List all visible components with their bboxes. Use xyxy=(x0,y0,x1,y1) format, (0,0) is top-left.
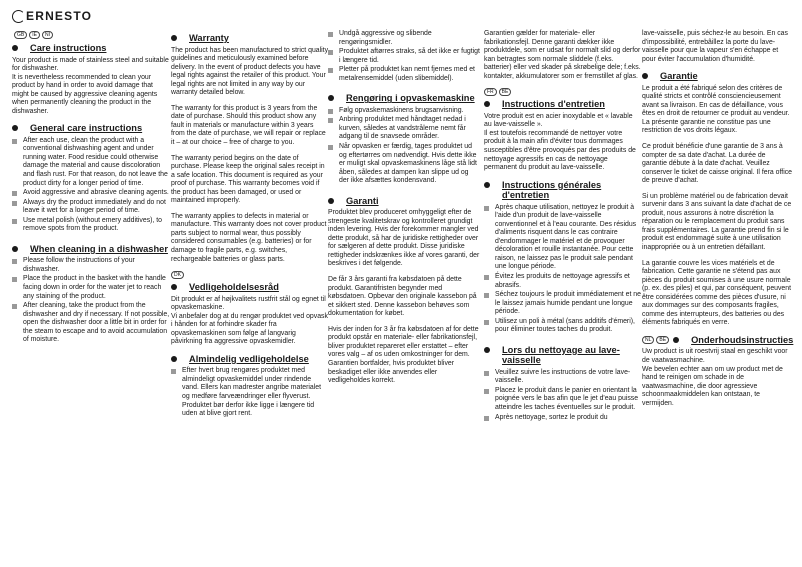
dk-warranty-heading: Garanti xyxy=(328,196,480,207)
list-item: Pletter på produktet kan nemt fjernes med et metalrensemiddel (uden slibemiddel). xyxy=(328,66,480,83)
dk-warranty-text-4: Garantien gælder for materiale- eller fabrikationsfejl. Denne garanti dækker ikke produktdele, som er udsat for normalt slid og derfor kan betragtes som normale sliddele (f.eks. batterier) eller ved skader på skrøbelige dele; f.eks. kontakter, akkumulatorer som er fremstillet af glas. xyxy=(484,30,641,80)
warranty-heading: Warranty xyxy=(171,33,329,44)
dk-warranty-text-3: Hvis der inden for 3 år fra købsdatoen af for dette produkt opstår en materiale- eller fabrikationsfejl, bliver produktet repareret eller erstattet – efter vores valg – af os uden omkostninger for dem. Garantien bortfalder, hvis produktet bliver beskadiget eller ikke anvendes eller vedligeholdes korrekt. xyxy=(328,325,479,385)
column-4 xyxy=(484,30,642,423)
list-item: After cleaning, take the product from the dishwasher and dry if necessary. If not possible, open the dishwasher door a little bit in order for the steam to escape and to avoid accumulation of moisture. xyxy=(12,302,170,345)
country-badges-nl xyxy=(642,336,669,344)
dk-warranty-text-2: De får 3 års garanti fra købsdatoen på dette produkt. Garantifristen begynder med købsdatoen. Opbevar den originale kassebon på et sikkert sted. Denne kassebon behøves som dokumentation for købet. xyxy=(328,276,477,318)
warranty-text-3: The warranty period begins on the date of purchase. Please keep the original sales receipt in a safe location. This document is required as your proof of purchase. This warranty becomes void if the product has been damaged, or used or maintained improperly. xyxy=(171,154,325,205)
list-item: Place the product in the basket with the handle facing down in order for the water jet to reach any staining of the product. xyxy=(12,275,170,301)
fr-care-text: Votre produit est en acier inoxydable et « lavable au lave-vaisselle ». Il est toutefois recommandé de nettoyer votre produit à la main afin d'éviter tous dommages susceptibles d'être provoqués par des produits de nettoyage agressifs en cas de nettoyage permanent du produit au lave-vaisselle. xyxy=(484,112,636,172)
country-badges-dk xyxy=(171,271,329,279)
care-instructions-heading: Care instructions xyxy=(12,43,170,54)
fr-dishwasher-heading: Lors du nettoyage au lave-vaisselle xyxy=(484,345,642,366)
country-badges-top xyxy=(14,31,53,39)
column-2 xyxy=(171,30,329,420)
list-item: Undgå aggressive og slibende rengøringsmidler. xyxy=(328,30,480,47)
list-item: Séchez toujours le produit immédiatement et ne le laissez jamais humide pendant une longue période. xyxy=(484,291,642,317)
fr-warranty-text-2: Ce produit bénéficie d'une garantie de 3 ans à compter de sa date d'achat. La durée de garantie débute à la date d'achat. Veuillez conserver le ticket de caisse original. Il fera office de preuve d'achat. xyxy=(642,142,793,185)
dk-warranty-text-1: Produktet blev produceret omhyggeligt efter de strengeste kvalitetskrav og kontrolleret grundigt inden levering. Hvis der forekommer mangler ved dette produkt, så har de juridiske rettigheder over for sælgeren af dette produkt. Disse juridiske rettigheder indskrænkes ikke af vores garanti, der beskrives i det følgende. xyxy=(328,209,480,268)
fr-warranty-heading: Garantie xyxy=(642,71,792,82)
nl-care-heading: Onderhoudsinstructies xyxy=(673,335,793,346)
column-1 xyxy=(12,40,170,346)
fr-warranty-text-3: Si un problème matériel ou de fabrication devait survenir dans 3 ans suivant la date d'achat de ce produit, nous assurons à notre discrétion la réparation ou le remplacement du produit sans frais supplémentaires. La garantie prend fin si le produit est endommagé suite à une utilisation inappropriée ou à un entretien défaillant. xyxy=(642,192,792,251)
list-item: Når opvasken er færdig, tages produktet ud og eftertørres om nødvendigt. Hvis dette ikke er muligt skal opvaskemaskinens låge stå lidt åben, således at dampen kan slippe ud og der ikke afsættes kondensvand. xyxy=(328,143,480,186)
column-5 xyxy=(642,30,792,415)
list-item: Use metal polish (without emery additives), to remove spots from the product. xyxy=(12,217,170,234)
country-badge: BE xyxy=(499,88,512,96)
brand-logo xyxy=(12,9,92,23)
list-item: Après chaque utilisation, nettoyez le produit à l'aide d'un produit de lave-vaisselle conventionnel et à l'eau courante. Des résidus d'aliments risquent dans le cas contraire d'endommager le matériel et de provoquer décoloration et rouille instantanée. Pour cette raison, ne laissez pas le produit sale pendant une longue période. xyxy=(484,204,642,272)
care-instructions-text: Your product is made of stainless steel and suitable for dishwasher. It is nevertheless recommended to clean your product by hand in order to avoid damage that might be caused by aggressive cleaning agents when permanently cleaning the product in the dishwasher. xyxy=(12,56,169,115)
list-item: After each use, clean the product with a conventional dishwashing agent and under running water. Food residue could otherwise damage the material and cause discoloration and flash rust. For that reason, do not leave the product dirty for a longer period of time. xyxy=(12,137,170,188)
dk-dishwasher-heading: Rengøring i opvaskemaskine xyxy=(328,93,480,104)
fr-warranty-text-4: La garantie couvre les vices matériels et de fabrication. Cette garantie ne s'étend pas aux pièces du produit soumises à une usure normale (p. ex. des piles) et qui, par conséquent, peuvent être considérées comme des pièces d'usure, ni aux dommages sur des composants fragiles, comme des interrupteurs, des batteries ou des éléments fabriqués en verre. xyxy=(642,259,792,327)
warranty-text-2: The warranty for this product is 3 years from the date of purchase. Should this product show any fault in materials or manufacture within 3 years from the date of purchase, we will repair or replace it – at our choice – free of charge to you. xyxy=(171,104,326,146)
fr-general-heading: Instructions générales d'entretien xyxy=(484,180,642,201)
brand-logo-icon xyxy=(12,10,25,23)
nl-care-text: Uw product is uit roestvrij staal en geschikt voor de vaatwasmachine. We bevelen echter aan om uw product met de hand te reinigen om schade in de vaatwasmachine, die door agressieve schoonmaakmiddelen kan ontstaan, te vermijden. xyxy=(642,348,788,407)
country-badges-fr xyxy=(484,88,642,96)
country-badge: DK xyxy=(171,271,184,279)
list-item: Après nettoyage, sortez le produit du xyxy=(484,414,642,423)
list-item: Veuillez suivre les instructions de votre lave-vaisselle. xyxy=(484,369,642,386)
warranty-text-4: The warranty applies to defects in material or manufacture. This warranty does not cover product parts subject to normal wear, thus possibly considered consumables (e.g. batteries) or for damage to fragile parts, e.g. switches, rechargeable batteries or glass parts. xyxy=(171,212,327,263)
dk-care-text: Dit produkt er af højkvalitets rustfrit stål og egnet til opvaskemaskine. Vi anbefaler dog at du rengør produktet ved opvask i hånden for at forhindre skader fra opvaskemaskinen som følge af langvarig påvirkning fra aggressive opvaskemidler. xyxy=(171,295,328,346)
warranty-text-1: The product has been manufactured to strict quality guidelines and meticulously examined before delivery. In the event of product defects you have legal rights against the retailer of this product. Your legal rights are not limited in any way by our warranty detailed below. xyxy=(171,46,329,97)
list-item: Produktet aftørres straks, så det ikke er fugtigt i længere tid. xyxy=(328,48,480,65)
list-item: Please follow the instructions of your dishwasher. xyxy=(12,257,170,274)
fr-warranty-text-1: Le produit a été fabriqué selon des critères de qualité stricts et contrôlé consciencieusement avant sa livraison. En cas de défaillance, vous êtes en droit de retourner ce produit au vendeur. La présente garantie ne constitue pas une restriction de vos droits légaux. xyxy=(642,84,790,135)
country-badge: NL xyxy=(642,336,654,344)
general-care-heading: General care instructions xyxy=(12,123,170,134)
column-3 xyxy=(328,30,480,393)
country-badge: IE xyxy=(29,31,40,39)
brand-name: ERNESTO xyxy=(26,9,93,23)
list-item: Placez le produit dans le panier en orientant la poignée vers le bas afin que le jet d'eau puisse atteindre les taches éventuelles sur le produit. xyxy=(484,387,642,413)
list-item: Følg opvaskemaskinens brugsanvisning. xyxy=(328,107,480,116)
list-item: Efter hvert brug rengøres produktet med almindeligt opvaskemiddel under rindende vand. Ellers kan madrester angribe materialet og medføre farveændringer eller flyverust. Produktet bør derfor ikke ligge i længere tid uden at blive gjort rent. xyxy=(171,367,329,418)
list-item: Anbring produktet med håndtaget nedad i kurven, således at vandstrålerne nemt får adgang til de snavsede områder. xyxy=(328,116,480,142)
list-item: Avoid aggressive and abrasive cleaning agents. xyxy=(12,189,170,198)
fr-care-heading: Instructions d'entretien xyxy=(484,99,642,110)
list-item: Évitez les produits de nettoyage agressifs et abrasifs. xyxy=(484,273,642,290)
dishwasher-heading: When cleaning in a dishwasher xyxy=(12,244,170,255)
country-badge: GB xyxy=(14,31,27,39)
country-badge: NI xyxy=(42,31,53,39)
list-item: Always dry the product immediately and do not leave it wet for a longer period of time. xyxy=(12,199,170,216)
list-item: Utilisez un poli à métal (sans additifs d'émeri), pour éliminer toutes taches du produit. xyxy=(484,318,642,335)
dk-general-heading: Almindelig vedligeholdelse xyxy=(171,354,329,365)
country-badge: BE xyxy=(656,336,669,344)
fr-dishwasher-text-end: lave-vaisselle, puis séchez-le au besoin. En cas d'impossibilité, entrebâillez la porte du lave-vaisselle pour que la vapeur s'en échappe et pour éviter l'accumulation d'humidité. xyxy=(642,30,788,63)
country-badge: FR xyxy=(484,88,497,96)
dk-care-heading: Vedligeholdelsesråd xyxy=(171,282,329,293)
